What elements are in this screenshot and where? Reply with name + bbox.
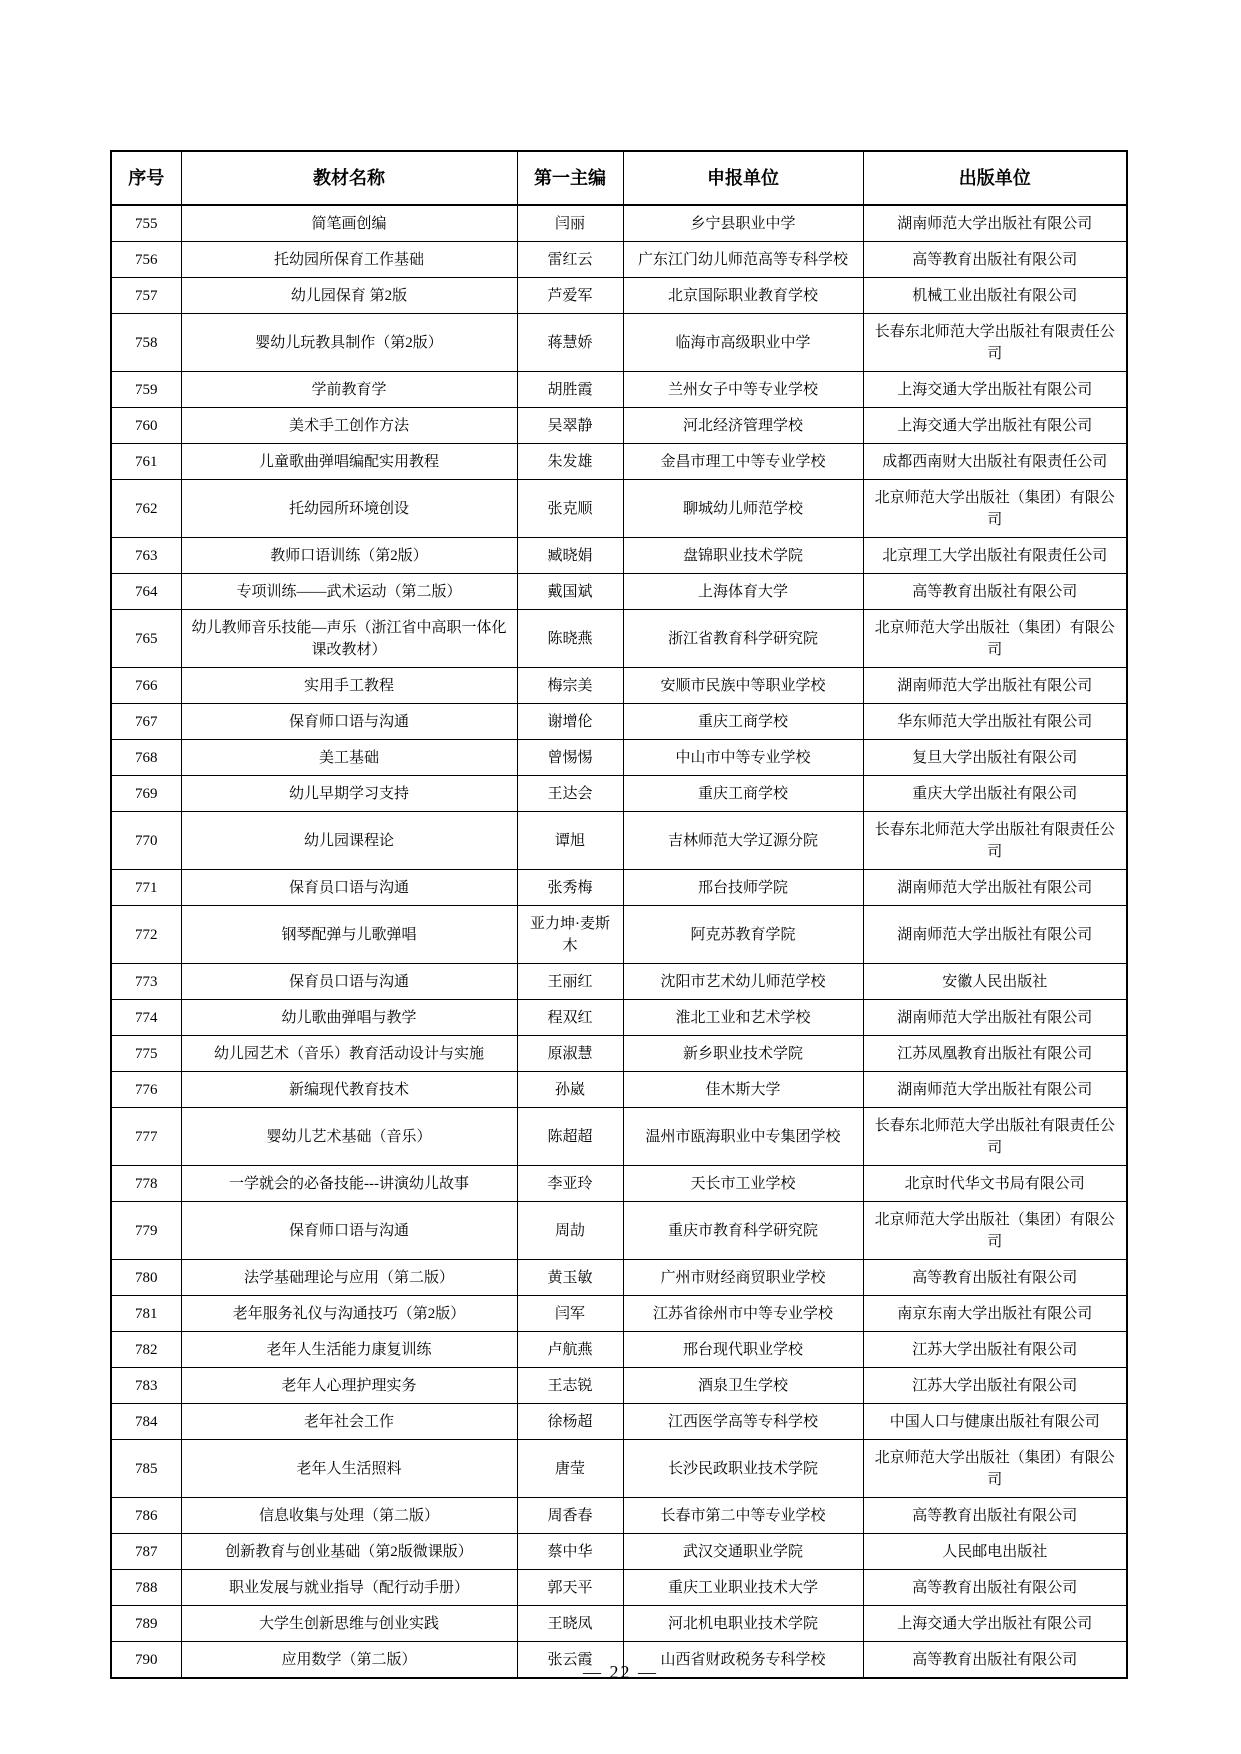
column-header-org: 申报单位 bbox=[623, 151, 863, 205]
cell-textbook-title: 老年社会工作 bbox=[181, 1404, 517, 1440]
cell-serial-number: 761 bbox=[111, 444, 181, 480]
cell-publisher: 成都西南财大出版社有限责任公司 bbox=[863, 444, 1127, 480]
cell-applicant-org: 邢台现代职业学校 bbox=[623, 1332, 863, 1368]
cell-serial-number: 789 bbox=[111, 1606, 181, 1642]
table-row bbox=[111, 1166, 1127, 1202]
cell-textbook-title: 职业发展与就业指导（配行动手册） bbox=[181, 1570, 517, 1606]
cell-chief-editor: 闫军 bbox=[517, 1296, 623, 1332]
cell-textbook-title: 托幼园所保育工作基础 bbox=[181, 242, 517, 278]
cell-chief-editor: 梅宗美 bbox=[517, 668, 623, 704]
cell-textbook-title: 简笔画创编 bbox=[181, 205, 517, 242]
cell-chief-editor: 周劼 bbox=[517, 1202, 623, 1260]
table-row bbox=[111, 574, 1127, 610]
table-row bbox=[111, 740, 1127, 776]
cell-chief-editor: 原淑慧 bbox=[517, 1036, 623, 1072]
table-row bbox=[111, 1332, 1127, 1368]
cell-chief-editor: 胡胜霞 bbox=[517, 372, 623, 408]
cell-applicant-org: 北京国际职业教育学校 bbox=[623, 278, 863, 314]
column-header-serial: 序号 bbox=[111, 151, 181, 205]
table-row bbox=[111, 1498, 1127, 1534]
cell-chief-editor: 吴翠静 bbox=[517, 408, 623, 444]
cell-publisher: 重庆大学出版社有限公司 bbox=[863, 776, 1127, 812]
table-row bbox=[111, 314, 1127, 372]
cell-textbook-title: 应用数学（第二版） bbox=[181, 1642, 517, 1679]
column-header-publisher: 出版单位 bbox=[863, 151, 1127, 205]
table-row bbox=[111, 668, 1127, 704]
cell-serial-number: 788 bbox=[111, 1570, 181, 1606]
cell-publisher: 高等教育出版社有限公司 bbox=[863, 1570, 1127, 1606]
cell-textbook-title: 法学基础理论与应用（第二版） bbox=[181, 1260, 517, 1296]
cell-applicant-org: 沈阳市艺术幼儿师范学校 bbox=[623, 964, 863, 1000]
cell-textbook-title: 创新教育与创业基础（第2版微课版） bbox=[181, 1534, 517, 1570]
table-row bbox=[111, 870, 1127, 906]
cell-publisher: 长春东北师范大学出版社有限责任公司 bbox=[863, 314, 1127, 372]
cell-textbook-title: 老年人心理护理实务 bbox=[181, 1368, 517, 1404]
cell-serial-number: 784 bbox=[111, 1404, 181, 1440]
cell-publisher: 高等教育出版社有限公司 bbox=[863, 1642, 1127, 1679]
cell-applicant-org: 佳木斯大学 bbox=[623, 1072, 863, 1108]
cell-publisher: 湖南师范大学出版社有限公司 bbox=[863, 1072, 1127, 1108]
cell-applicant-org: 广东江门幼儿师范高等专科学校 bbox=[623, 242, 863, 278]
cell-serial-number: 772 bbox=[111, 906, 181, 964]
cell-chief-editor: 程双红 bbox=[517, 1000, 623, 1036]
cell-textbook-title: 新编现代教育技术 bbox=[181, 1072, 517, 1108]
cell-applicant-org: 天长市工业学校 bbox=[623, 1166, 863, 1202]
cell-applicant-org: 兰州女子中等专业学校 bbox=[623, 372, 863, 408]
cell-publisher: 上海交通大学出版社有限公司 bbox=[863, 1606, 1127, 1642]
cell-serial-number: 773 bbox=[111, 964, 181, 1000]
cell-serial-number: 758 bbox=[111, 314, 181, 372]
cell-publisher: 湖南师范大学出版社有限公司 bbox=[863, 906, 1127, 964]
column-header-editor: 第一主编 bbox=[517, 151, 623, 205]
cell-applicant-org: 重庆工商学校 bbox=[623, 704, 863, 740]
cell-textbook-title: 老年服务礼仪与沟通技巧（第2版） bbox=[181, 1296, 517, 1332]
cell-textbook-title: 一学就会的必备技能---讲演幼儿故事 bbox=[181, 1166, 517, 1202]
cell-serial-number: 782 bbox=[111, 1332, 181, 1368]
cell-chief-editor: 李亚玲 bbox=[517, 1166, 623, 1202]
cell-applicant-org: 浙江省教育科学研究院 bbox=[623, 610, 863, 668]
table-row bbox=[111, 278, 1127, 314]
table-row bbox=[111, 1108, 1127, 1166]
cell-textbook-title: 保育员口语与沟通 bbox=[181, 870, 517, 906]
textbook-list-table bbox=[110, 150, 1128, 1679]
page-number: — 22 — bbox=[583, 1662, 658, 1682]
column-header-title: 教材名称 bbox=[181, 151, 517, 205]
cell-chief-editor: 雷红云 bbox=[517, 242, 623, 278]
cell-applicant-org: 广州市财经商贸职业学校 bbox=[623, 1260, 863, 1296]
cell-applicant-org: 武汉交通职业学院 bbox=[623, 1534, 863, 1570]
table-row bbox=[111, 1000, 1127, 1036]
table-row bbox=[111, 408, 1127, 444]
cell-chief-editor: 陈晓燕 bbox=[517, 610, 623, 668]
table-row bbox=[111, 372, 1127, 408]
cell-publisher: 上海交通大学出版社有限公司 bbox=[863, 408, 1127, 444]
table-row bbox=[111, 1260, 1127, 1296]
table-row bbox=[111, 1368, 1127, 1404]
cell-serial-number: 768 bbox=[111, 740, 181, 776]
cell-textbook-title: 美工基础 bbox=[181, 740, 517, 776]
cell-textbook-title: 老年人生活照料 bbox=[181, 1440, 517, 1498]
cell-applicant-org: 金昌市理工中等专业学校 bbox=[623, 444, 863, 480]
cell-applicant-org: 山西省财政税务专科学校 bbox=[623, 1642, 863, 1679]
cell-publisher: 高等教育出版社有限公司 bbox=[863, 242, 1127, 278]
cell-chief-editor: 孙崴 bbox=[517, 1072, 623, 1108]
cell-chief-editor: 臧晓娟 bbox=[517, 538, 623, 574]
cell-publisher: 高等教育出版社有限公司 bbox=[863, 574, 1127, 610]
cell-textbook-title: 婴幼儿艺术基础（音乐） bbox=[181, 1108, 517, 1166]
cell-applicant-org: 乡宁县职业中学 bbox=[623, 205, 863, 242]
cell-chief-editor: 唐莹 bbox=[517, 1440, 623, 1498]
cell-textbook-title: 幼儿教师音乐技能—声乐（浙江省中高职一体化课改教材） bbox=[181, 610, 517, 668]
cell-applicant-org: 盘锦职业技术学院 bbox=[623, 538, 863, 574]
cell-publisher: 江苏大学出版社有限公司 bbox=[863, 1368, 1127, 1404]
cell-applicant-org: 邢台技师学院 bbox=[623, 870, 863, 906]
table-row bbox=[111, 812, 1127, 870]
cell-chief-editor: 芦爱军 bbox=[517, 278, 623, 314]
cell-publisher: 高等教育出版社有限公司 bbox=[863, 1498, 1127, 1534]
table-row bbox=[111, 444, 1127, 480]
cell-applicant-org: 重庆工商学校 bbox=[623, 776, 863, 812]
cell-serial-number: 790 bbox=[111, 1642, 181, 1679]
cell-textbook-title: 保育员口语与沟通 bbox=[181, 964, 517, 1000]
cell-textbook-title: 实用手工教程 bbox=[181, 668, 517, 704]
cell-chief-editor: 曾惕惕 bbox=[517, 740, 623, 776]
cell-chief-editor: 王志锐 bbox=[517, 1368, 623, 1404]
cell-textbook-title: 教师口语训练（第2版） bbox=[181, 538, 517, 574]
cell-chief-editor: 卢航燕 bbox=[517, 1332, 623, 1368]
cell-chief-editor: 陈超超 bbox=[517, 1108, 623, 1166]
table-row bbox=[111, 242, 1127, 278]
cell-chief-editor: 徐杨超 bbox=[517, 1404, 623, 1440]
cell-textbook-title: 美术手工创作方法 bbox=[181, 408, 517, 444]
cell-applicant-org: 河北经济管理学校 bbox=[623, 408, 863, 444]
cell-serial-number: 785 bbox=[111, 1440, 181, 1498]
cell-applicant-org: 酒泉卫生学校 bbox=[623, 1368, 863, 1404]
cell-applicant-org: 江西医学高等专科学校 bbox=[623, 1404, 863, 1440]
cell-publisher: 北京时代华文书局有限公司 bbox=[863, 1166, 1127, 1202]
table-row bbox=[111, 1534, 1127, 1570]
cell-chief-editor: 蔡中华 bbox=[517, 1534, 623, 1570]
cell-publisher: 长春东北师范大学出版社有限责任公司 bbox=[863, 812, 1127, 870]
cell-chief-editor: 王丽红 bbox=[517, 964, 623, 1000]
table-row bbox=[111, 1202, 1127, 1260]
cell-serial-number: 764 bbox=[111, 574, 181, 610]
cell-applicant-org: 重庆工业职业技术大学 bbox=[623, 1570, 863, 1606]
cell-publisher: 北京师范大学出版社（集团）有限公司 bbox=[863, 1440, 1127, 1498]
cell-chief-editor: 张云霞 bbox=[517, 1642, 623, 1679]
cell-applicant-org: 淮北工业和艺术学校 bbox=[623, 1000, 863, 1036]
cell-applicant-org: 江苏省徐州市中等专业学校 bbox=[623, 1296, 863, 1332]
cell-publisher: 复旦大学出版社有限公司 bbox=[863, 740, 1127, 776]
cell-textbook-title: 钢琴配弹与儿歌弹唱 bbox=[181, 906, 517, 964]
cell-publisher: 湖南师范大学出版社有限公司 bbox=[863, 870, 1127, 906]
cell-chief-editor: 朱发雄 bbox=[517, 444, 623, 480]
table-row bbox=[111, 906, 1127, 964]
cell-chief-editor: 蒋慧娇 bbox=[517, 314, 623, 372]
cell-applicant-org: 重庆市教育科学研究院 bbox=[623, 1202, 863, 1260]
cell-publisher: 机械工业出版社有限公司 bbox=[863, 278, 1127, 314]
table-row bbox=[111, 964, 1127, 1000]
cell-publisher: 湖南师范大学出版社有限公司 bbox=[863, 205, 1127, 242]
cell-textbook-title: 专项训练——武术运动（第二版） bbox=[181, 574, 517, 610]
table-row bbox=[111, 776, 1127, 812]
table-row bbox=[111, 538, 1127, 574]
cell-publisher: 长春东北师范大学出版社有限责任公司 bbox=[863, 1108, 1127, 1166]
cell-publisher: 华东师范大学出版社有限公司 bbox=[863, 704, 1127, 740]
cell-serial-number: 787 bbox=[111, 1534, 181, 1570]
cell-textbook-title: 保育师口语与沟通 bbox=[181, 704, 517, 740]
cell-serial-number: 783 bbox=[111, 1368, 181, 1404]
cell-serial-number: 781 bbox=[111, 1296, 181, 1332]
table-row bbox=[111, 1296, 1127, 1332]
cell-chief-editor: 戴国斌 bbox=[517, 574, 623, 610]
cell-textbook-title: 托幼园所环境创设 bbox=[181, 480, 517, 538]
cell-chief-editor: 张克顺 bbox=[517, 480, 623, 538]
cell-publisher: 北京师范大学出版社（集团）有限公司 bbox=[863, 610, 1127, 668]
cell-applicant-org: 温州市瓯海职业中专集团学校 bbox=[623, 1108, 863, 1166]
table-header-row bbox=[111, 151, 1127, 205]
cell-chief-editor: 周香春 bbox=[517, 1498, 623, 1534]
cell-textbook-title: 大学生创新思维与创业实践 bbox=[181, 1606, 517, 1642]
cell-applicant-org: 长春市第二中等专业学校 bbox=[623, 1498, 863, 1534]
cell-serial-number: 757 bbox=[111, 278, 181, 314]
cell-publisher: 中国人口与健康出版社有限公司 bbox=[863, 1404, 1127, 1440]
cell-textbook-title: 幼儿歌曲弹唱与教学 bbox=[181, 1000, 517, 1036]
cell-serial-number: 755 bbox=[111, 205, 181, 242]
table-row bbox=[111, 205, 1127, 242]
cell-textbook-title: 婴幼儿玩教具制作（第2版） bbox=[181, 314, 517, 372]
cell-applicant-org: 聊城幼儿师范学校 bbox=[623, 480, 863, 538]
cell-serial-number: 767 bbox=[111, 704, 181, 740]
cell-textbook-title: 幼儿园课程论 bbox=[181, 812, 517, 870]
cell-chief-editor: 闫丽 bbox=[517, 205, 623, 242]
cell-textbook-title: 儿童歌曲弹唱编配实用教程 bbox=[181, 444, 517, 480]
cell-serial-number: 766 bbox=[111, 668, 181, 704]
cell-serial-number: 759 bbox=[111, 372, 181, 408]
table-row bbox=[111, 704, 1127, 740]
cell-chief-editor: 谭旭 bbox=[517, 812, 623, 870]
cell-serial-number: 777 bbox=[111, 1108, 181, 1166]
cell-textbook-title: 信息收集与处理（第二版） bbox=[181, 1498, 517, 1534]
cell-publisher: 上海交通大学出版社有限公司 bbox=[863, 372, 1127, 408]
cell-publisher: 湖南师范大学出版社有限公司 bbox=[863, 1000, 1127, 1036]
cell-applicant-org: 安顺市民族中等职业学校 bbox=[623, 668, 863, 704]
cell-applicant-org: 上海体育大学 bbox=[623, 574, 863, 610]
cell-applicant-org: 中山市中等专业学校 bbox=[623, 740, 863, 776]
cell-publisher: 南京东南大学出版社有限公司 bbox=[863, 1296, 1127, 1332]
cell-serial-number: 769 bbox=[111, 776, 181, 812]
cell-serial-number: 774 bbox=[111, 1000, 181, 1036]
cell-serial-number: 770 bbox=[111, 812, 181, 870]
cell-serial-number: 771 bbox=[111, 870, 181, 906]
table-row bbox=[111, 1570, 1127, 1606]
cell-chief-editor: 黄玉敏 bbox=[517, 1260, 623, 1296]
cell-publisher: 高等教育出版社有限公司 bbox=[863, 1260, 1127, 1296]
cell-chief-editor: 郭天平 bbox=[517, 1570, 623, 1606]
cell-applicant-org: 新乡职业技术学院 bbox=[623, 1036, 863, 1072]
cell-serial-number: 778 bbox=[111, 1166, 181, 1202]
cell-serial-number: 780 bbox=[111, 1260, 181, 1296]
cell-publisher: 北京理工大学出版社有限责任公司 bbox=[863, 538, 1127, 574]
cell-chief-editor: 王达会 bbox=[517, 776, 623, 812]
cell-chief-editor: 张秀梅 bbox=[517, 870, 623, 906]
cell-serial-number: 760 bbox=[111, 408, 181, 444]
cell-textbook-title: 老年人生活能力康复训练 bbox=[181, 1332, 517, 1368]
cell-publisher: 北京师范大学出版社（集团）有限公司 bbox=[863, 480, 1127, 538]
cell-serial-number: 775 bbox=[111, 1036, 181, 1072]
cell-serial-number: 756 bbox=[111, 242, 181, 278]
cell-textbook-title: 保育师口语与沟通 bbox=[181, 1202, 517, 1260]
cell-textbook-title: 幼儿园保育 第2版 bbox=[181, 278, 517, 314]
cell-publisher: 安徽人民出版社 bbox=[863, 964, 1127, 1000]
cell-serial-number: 763 bbox=[111, 538, 181, 574]
cell-serial-number: 776 bbox=[111, 1072, 181, 1108]
cell-applicant-org: 河北机电职业技术学院 bbox=[623, 1606, 863, 1642]
cell-applicant-org: 长沙民政职业技术学院 bbox=[623, 1440, 863, 1498]
cell-applicant-org: 阿克苏教育学院 bbox=[623, 906, 863, 964]
cell-chief-editor: 亚力坤·麦斯木 bbox=[517, 906, 623, 964]
table-row bbox=[111, 1404, 1127, 1440]
table-row bbox=[111, 1440, 1127, 1498]
cell-textbook-title: 幼儿早期学习支持 bbox=[181, 776, 517, 812]
cell-serial-number: 765 bbox=[111, 610, 181, 668]
cell-publisher: 北京师范大学出版社（集团）有限公司 bbox=[863, 1202, 1127, 1260]
cell-publisher: 江苏大学出版社有限公司 bbox=[863, 1332, 1127, 1368]
cell-chief-editor: 谢增伦 bbox=[517, 704, 623, 740]
table-row bbox=[111, 1036, 1127, 1072]
table-row bbox=[111, 1072, 1127, 1108]
cell-textbook-title: 学前教育学 bbox=[181, 372, 517, 408]
table-row bbox=[111, 610, 1127, 668]
cell-publisher: 江苏凤凰教育出版社有限公司 bbox=[863, 1036, 1127, 1072]
cell-publisher: 湖南师范大学出版社有限公司 bbox=[863, 668, 1127, 704]
cell-serial-number: 779 bbox=[111, 1202, 181, 1260]
table-row bbox=[111, 480, 1127, 538]
table-row bbox=[111, 1606, 1127, 1642]
cell-textbook-title: 幼儿园艺术（音乐）教育活动设计与实施 bbox=[181, 1036, 517, 1072]
cell-serial-number: 762 bbox=[111, 480, 181, 538]
cell-chief-editor: 王晓凤 bbox=[517, 1606, 623, 1642]
cell-applicant-org: 临海市高级职业中学 bbox=[623, 314, 863, 372]
cell-publisher: 人民邮电出版社 bbox=[863, 1534, 1127, 1570]
cell-applicant-org: 吉林师范大学辽源分院 bbox=[623, 812, 863, 870]
cell-serial-number: 786 bbox=[111, 1498, 181, 1534]
